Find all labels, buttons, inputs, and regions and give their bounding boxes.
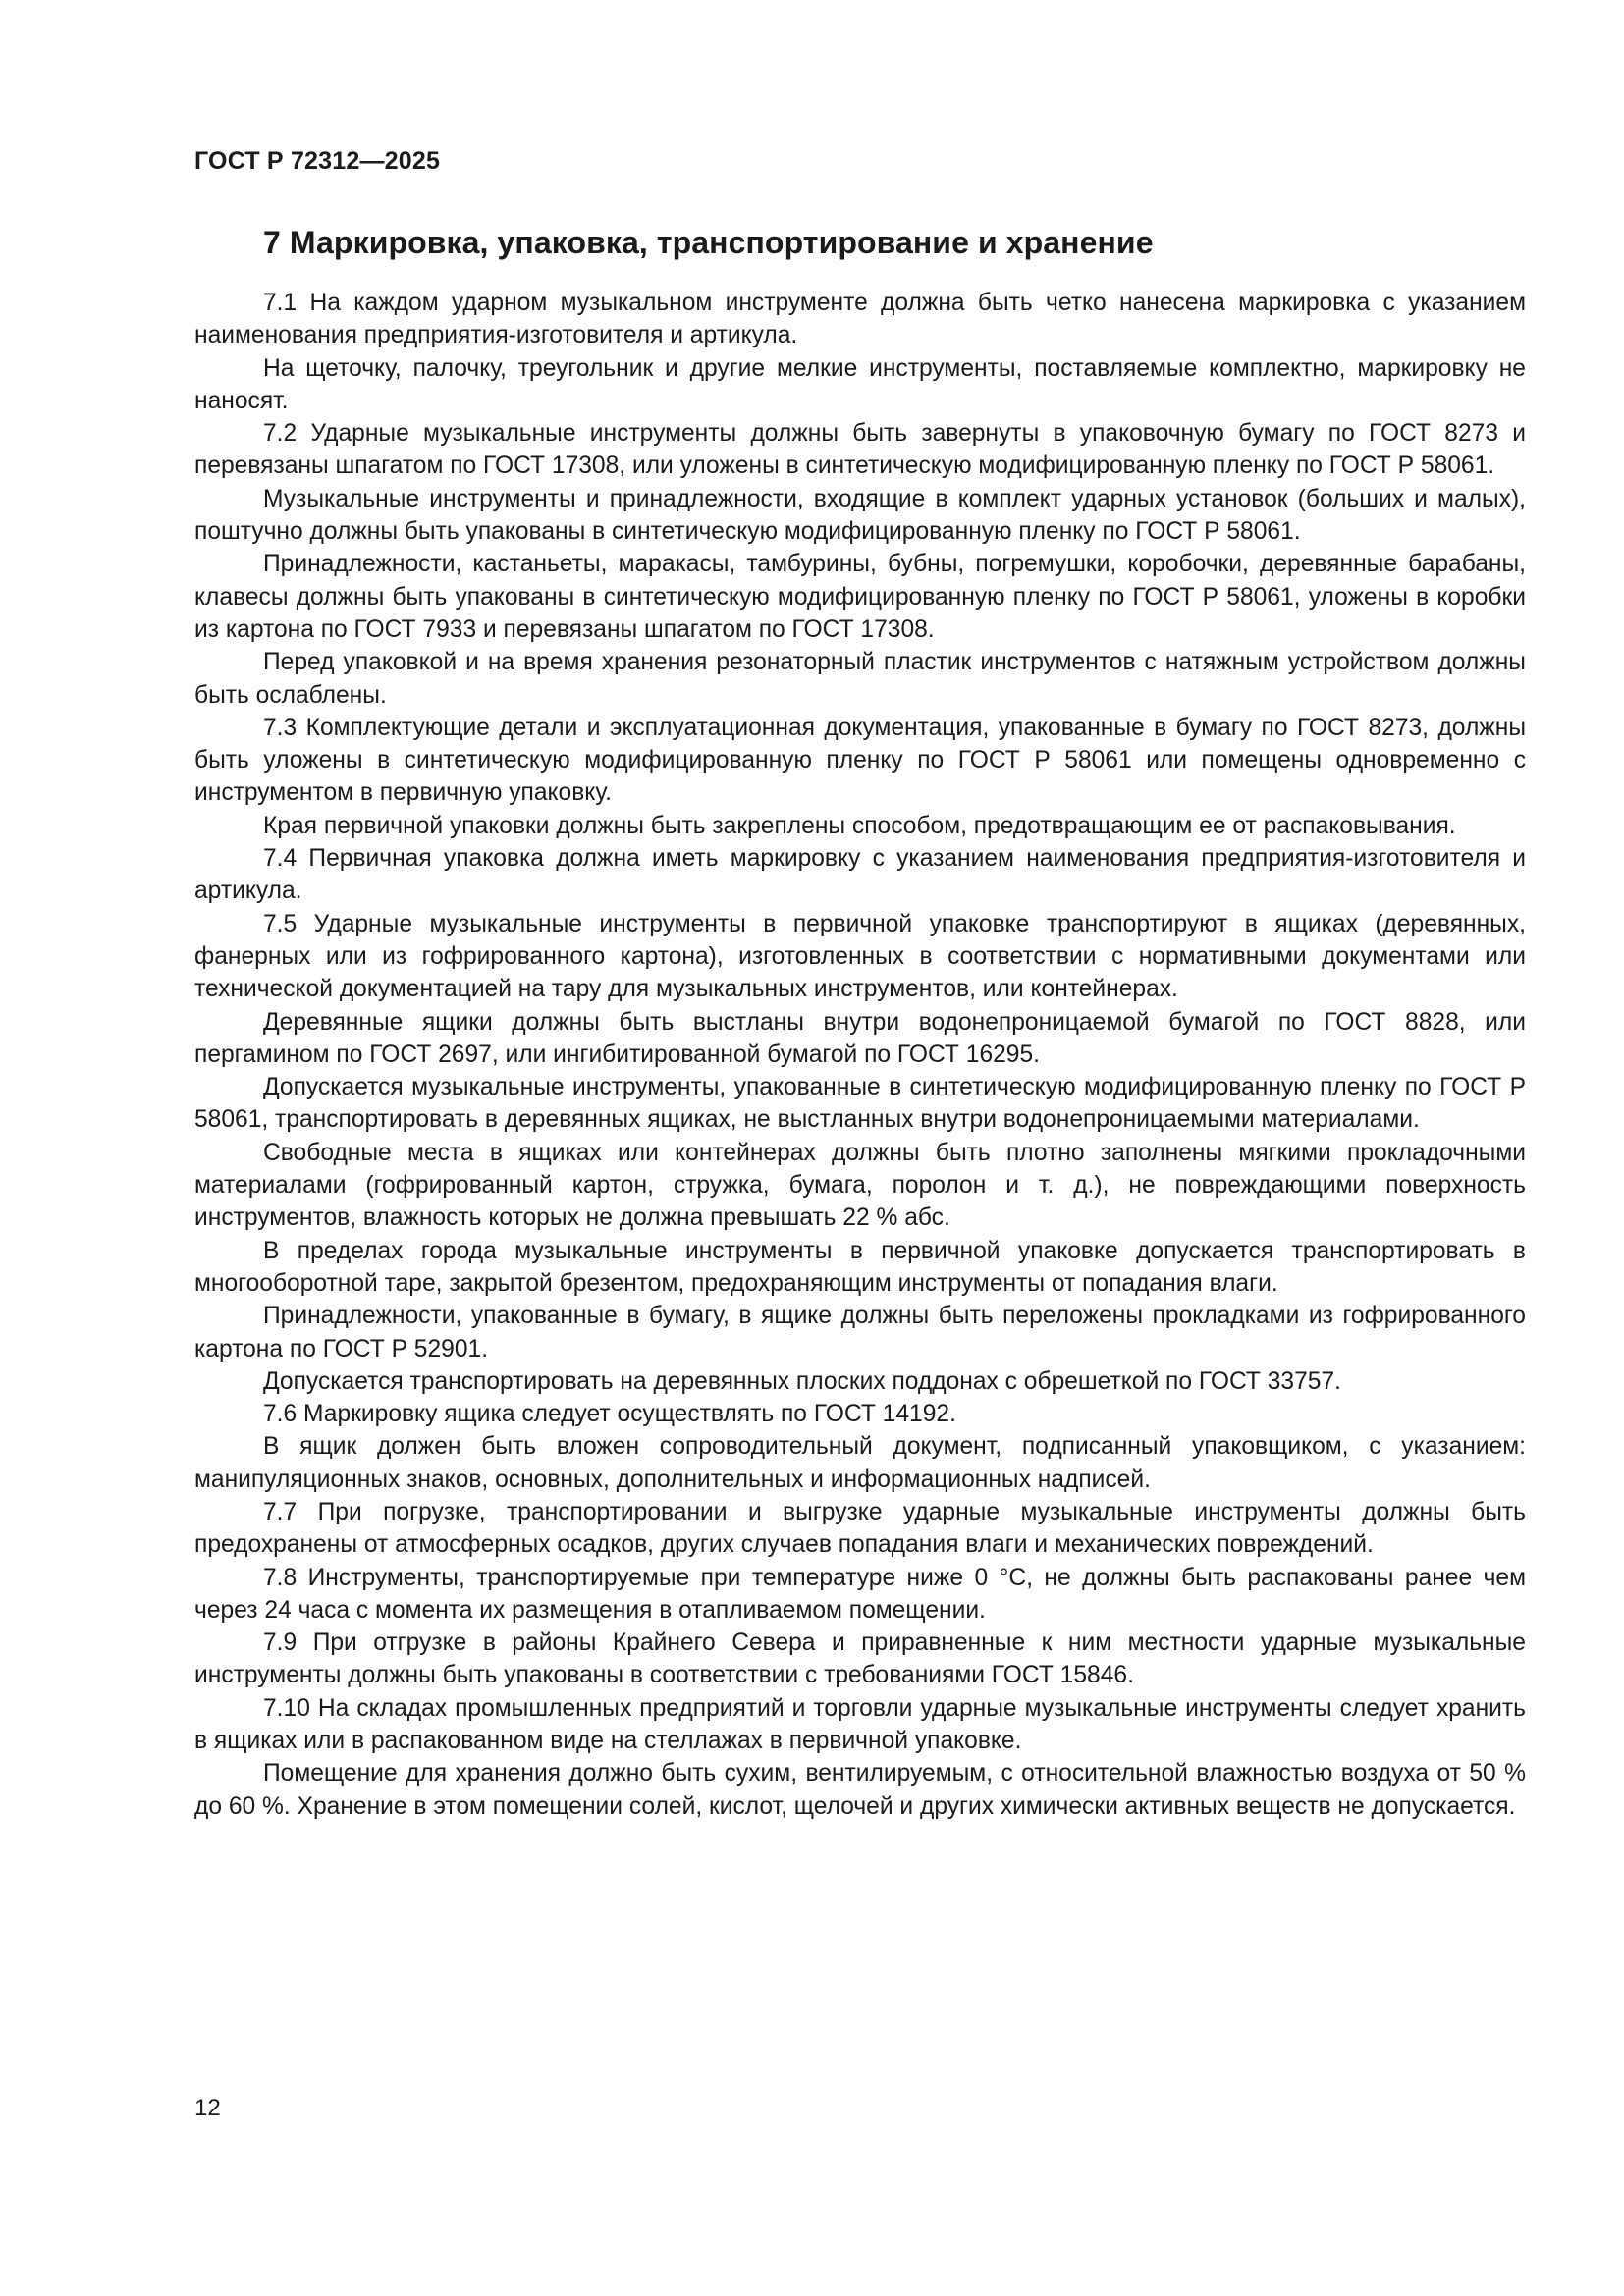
- paragraph-7-9: 7.9 При отгрузке в районы Крайнего Севера и приравненные к ним местности ударные музыкальные инструменты должны быть упакованы в соответствии с требованиями ГОСТ 15846.: [194, 1629, 1526, 1689]
- page-number: 12: [194, 2095, 221, 2121]
- paragraph: Помещение для хранения должно быть сухим, вентилируемым, с относительной влажностью воздуха от 50 % до 60 %. Хранение в этом помещении солей, кислот, щелочей и других химически активных веществ не допускается.: [194, 1760, 1526, 1820]
- paragraph: На щеточку, палочку, треугольник и другие мелкие инструменты, поставляемые комплектно, маркировку не наносят.: [194, 354, 1526, 414]
- section-body: [194, 287, 1526, 1823]
- document-header: ГОСТ Р 72312—2025: [194, 147, 441, 175]
- paragraph-7-4: 7.4 Первичная упаковка должна иметь маркировку с указанием наименования предприятия-изготовителя и артикула.: [194, 845, 1526, 905]
- paragraph: Свободные места в ящиках или контейнерах должны быть плотно заполнены мягкими прокладочными материалами (гофрированный картон, стружка, бумага, поролон и т. д.), не повреждающими поверхность инструментов, влажность которых не должна превышать 22 % абс.: [194, 1139, 1526, 1232]
- paragraph: Края первичной упаковки должны быть закреплены способом, предотвращающим ее от распаковывания.: [263, 812, 1456, 839]
- paragraph-7-8: 7.8 Инструменты, транспортируемые при температуре ниже 0 °С, не должны быть распакованы ранее чем через 24 часа с момента их размещения в отапливаемом помещении.: [194, 1564, 1526, 1624]
- paragraph: Допускается музыкальные инструменты, упакованные в синтетическую модифицированную пленку по ГОСТ Р 58061, транспортировать в деревянных ящиках, не выстланных внутри водонепроницаемыми материалами.: [194, 1074, 1526, 1134]
- paragraph-7-7: 7.7 При погрузке, транспортировании и выгрузке ударные музыкальные инструменты должны быть предохранены от атмосферных осадков, других случаев попадания влаги и механических повреждений.: [194, 1498, 1526, 1559]
- paragraph-7-3: 7.3 Комплектующие детали и эксплуатационная документация, упакованные в бумагу по ГОСТ 8273, должны быть уложены в синтетическую модифицированную пленку по ГОСТ Р 58061 или помещены одновременно с инструментом в первичную упаковку.: [194, 714, 1526, 807]
- paragraph: Музыкальные инструменты и принадлежности, входящие в комплект ударных установок (больших и малых), поштучно должны быть упакованы в синтетическую модифицированную пленку по ГОСТ Р 58061.: [194, 485, 1526, 546]
- paragraph-7-10: 7.10 На складах промышленных предприятий и торговли ударные музыкальные инструменты следует хранить в ящиках или в распакованном виде на стеллажах в первичной упаковке.: [194, 1694, 1526, 1755]
- paragraph: Принадлежности, упакованные в бумагу, в ящике должны быть переложены прокладками из гофрированного картона по ГОСТ Р 52901.: [194, 1303, 1526, 1362]
- paragraph-7-5: 7.5 Ударные музыкальные инструменты в первичной упаковке транспортируют в ящиках (деревянных, фанерных или из гофрированного картона), изготовленных в соответствии с нормативными документами или технической документацией на тару для музыкальных инструментов, или контейнерах.: [194, 910, 1526, 1003]
- paragraph-7-6: 7.6 Маркировку ящика следует осуществлять по ГОСТ 14192.: [263, 1401, 956, 1428]
- paragraph: Перед упаковкой и на время хранения резонаторный пластик инструментов с натяжным устройством должны быть ослаблены.: [194, 649, 1526, 709]
- paragraph: В пределах города музыкальные инструменты в первичной упаковке допускается транспортировать в многооборотной таре, закрытой брезентом, предохраняющим инструменты от попадания влаги.: [194, 1237, 1526, 1297]
- paragraph: Деревянные ящики должны быть выстланы внутри водонепроницаемой бумагой по ГОСТ 8828, или пергамином по ГОСТ 2697, или ингибитированной бумагой по ГОСТ 16295.: [194, 1008, 1526, 1068]
- paragraph: Допускается транспортировать на деревянных плоских поддонах с обрешеткой по ГОСТ 33757.: [263, 1367, 1341, 1395]
- section-title: 7 Маркировка, упаковка, транспортирование и хранение: [263, 225, 1154, 260]
- paragraph-7-2: 7.2 Ударные музыкальные инструменты должны быть завернуты в упаковочную бумагу по ГОСТ 8273 и перевязаны шпагатом по ГОСТ 17308, или уложены в синтетическую модифицированную пленку по ГОСТ Р 58061.: [194, 420, 1526, 480]
- paragraph: В ящик должен быть вложен сопроводительный документ, подписанный упаковщиком, с указанием: манипуляционных знаков, основных, дополнительных и информационных надписей.: [194, 1433, 1526, 1493]
- paragraph-7-1: 7.1 На каждом ударном музыкальном инструменте должна быть четко нанесена маркировка с указанием наименования предприятия-изготовителя и артикула.: [194, 290, 1526, 349]
- paragraph: Принадлежности, кастаньеты, маракасы, тамбурины, бубны, погремушки, коробочки, деревянные барабаны, клавесы должны быть упакованы в синтетическую модифицированную пленку по ГОСТ Р 58061, уложены в коробки из картона по ГОСТ 7933 и перевязаны шпагатом по ГОСТ 17308.: [194, 551, 1526, 643]
